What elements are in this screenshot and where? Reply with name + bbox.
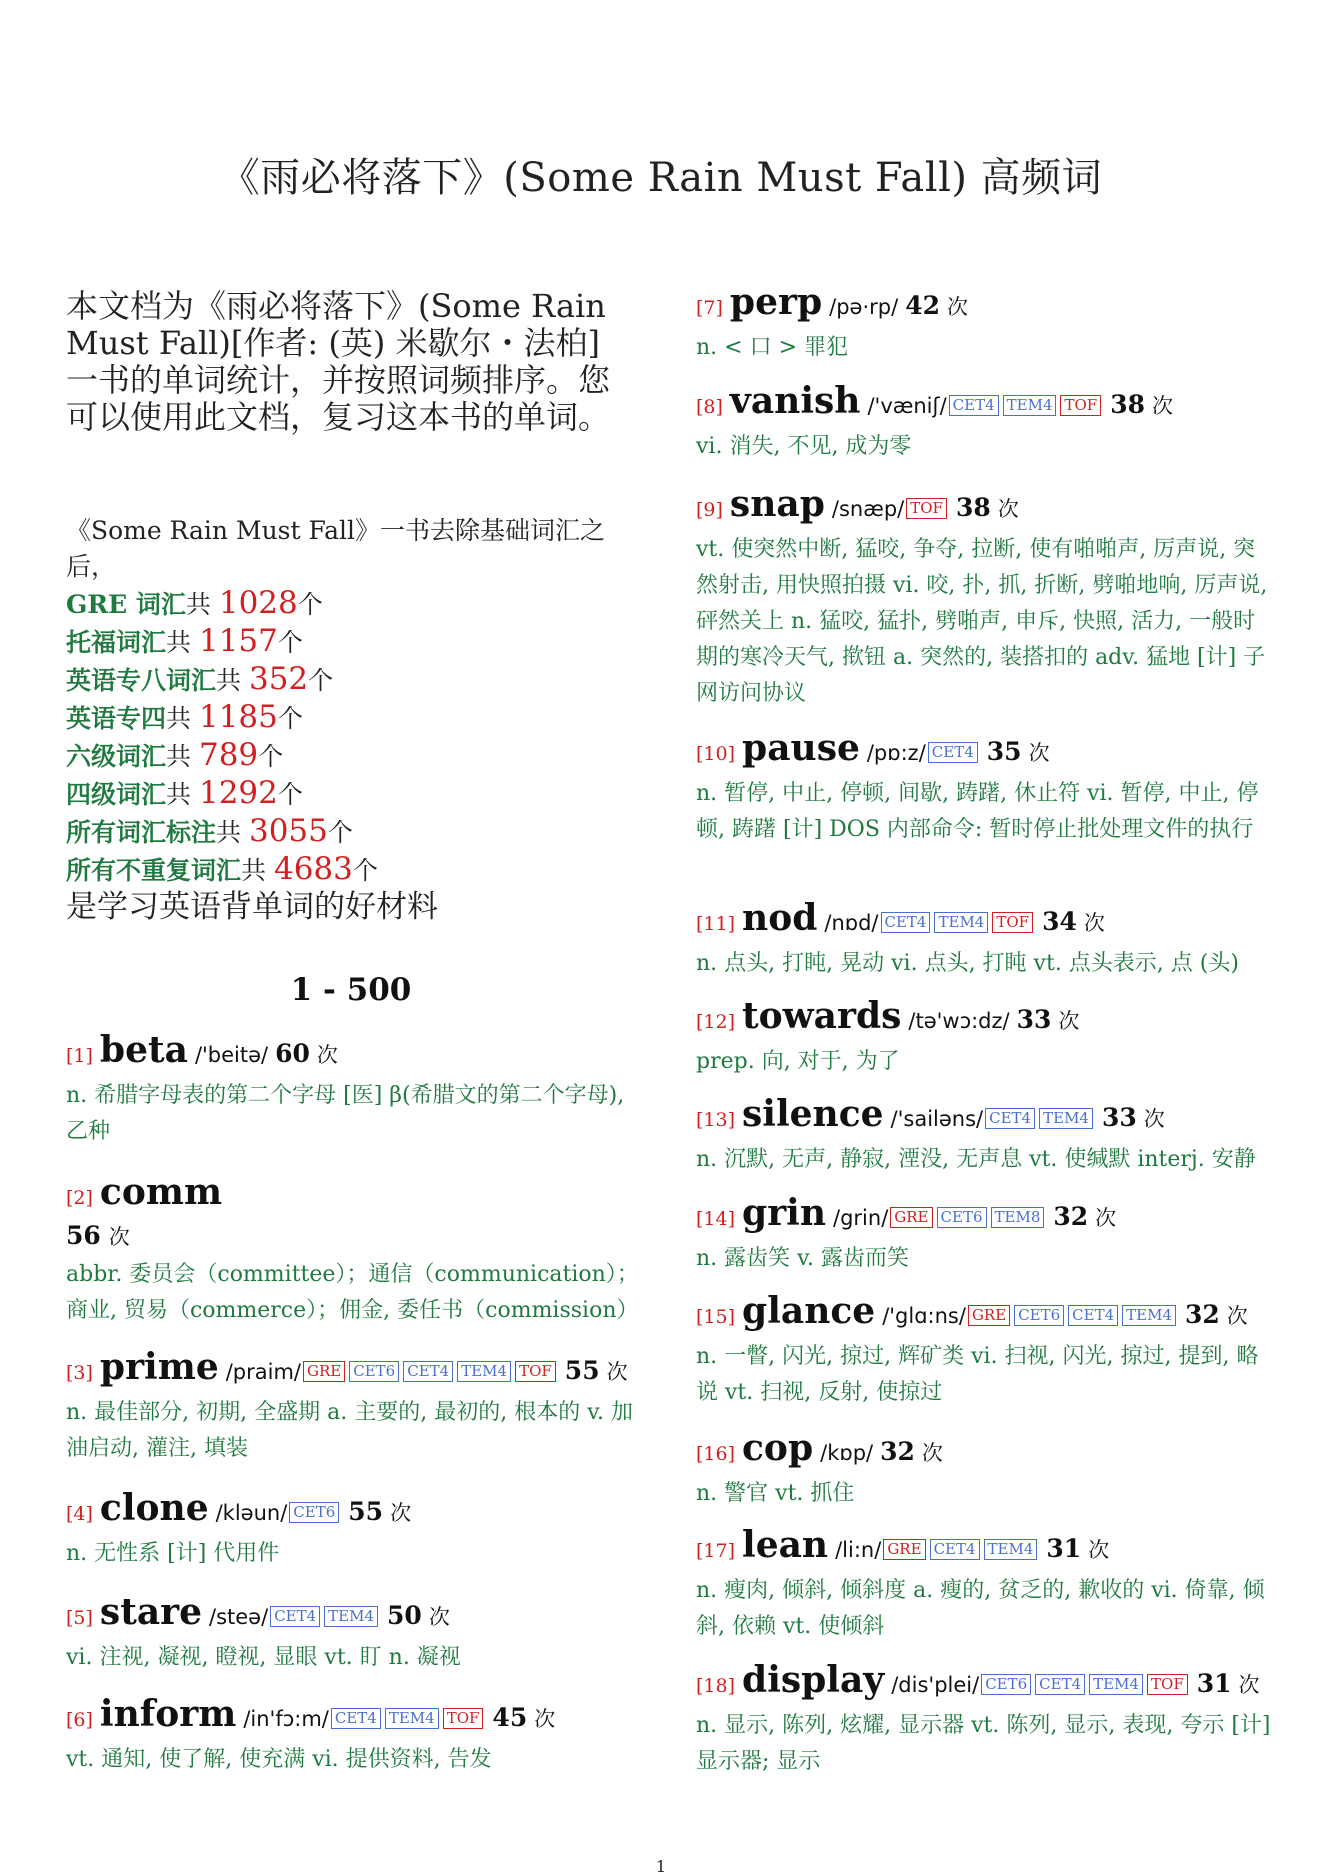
exam-tag: TEM4	[1122, 1305, 1176, 1326]
entry-phonetic: /in'fɔ:m/	[243, 1707, 329, 1731]
entry-frequency: 31	[1046, 1534, 1082, 1563]
exam-tag: CET6	[937, 1207, 987, 1228]
entry-head	[696, 996, 1276, 1042]
entry-index: [12]	[696, 1011, 736, 1033]
entry-definition: n. 一瞥, 闪光, 掠过, 辉矿类 vi. 扫视, 闪光, 掠过, 提到, 略说 vt. 扫视, 反射, 使掠过	[696, 1344, 1259, 1405]
entry-phonetic: /snæp/	[831, 497, 905, 521]
exam-tag: TEM4	[984, 1539, 1038, 1560]
word-entry	[66, 1694, 646, 1778]
entry-index: [17]	[696, 1540, 736, 1562]
stats-line: GRE 词汇共 1028个	[66, 585, 323, 621]
stats-label: 所有不重复词汇	[66, 856, 242, 885]
entry-frequency-unit: 次	[1088, 1538, 1110, 1562]
stats-count: 4683	[273, 851, 353, 887]
entry-index: [10]	[696, 743, 736, 765]
entry-word: clone	[99, 1487, 209, 1529]
stats-line: 所有不重复词汇共 4683个	[66, 851, 378, 887]
word-entry	[696, 484, 1276, 712]
entry-frequency-unit: 次	[1095, 1206, 1117, 1230]
exam-tag: GRE	[303, 1361, 345, 1382]
entry-head	[696, 282, 1276, 328]
word-entry	[696, 1094, 1276, 1178]
stats-count: 3055	[248, 813, 328, 849]
exam-tag: CET4	[403, 1361, 453, 1382]
page-title: 《雨必将落下》(Some Rain Must Fall) 高频词	[219, 155, 1103, 201]
entry-head	[696, 1193, 1276, 1239]
entry-frequency-unit: 次	[997, 497, 1019, 521]
word-entry	[696, 381, 1276, 465]
exam-tag: CET4	[928, 742, 978, 763]
entry-frequency: 60	[275, 1039, 310, 1068]
entry-word: prime	[99, 1346, 219, 1388]
stats-count: 1157	[198, 623, 278, 659]
word-entry	[66, 1592, 646, 1676]
entry-frequency-unit: 次	[606, 1360, 628, 1384]
entry-index: [2]	[66, 1187, 93, 1209]
entry-phonetic: /'sailəns/	[890, 1107, 984, 1131]
word-entry	[696, 996, 1276, 1080]
exam-tag: CET4	[881, 912, 931, 933]
stats-label: 英语专八词汇	[66, 666, 217, 695]
entry-phonetic: /tə'wɔ:dz/	[908, 1009, 1010, 1033]
entry-head	[66, 1030, 646, 1076]
exam-tag: TOF	[1060, 395, 1101, 416]
entry-frequency-unit: 次	[1143, 1107, 1165, 1131]
stats-label: GRE 词汇	[66, 590, 186, 619]
entry-head	[696, 1525, 1276, 1571]
entry-frequency-unit: 次	[534, 1707, 556, 1731]
entry-frequency: 38	[955, 493, 991, 522]
entry-definition: n. 沉默, 无声, 静寂, 湮没, 无声息 vt. 使缄默 interj. 安静	[696, 1147, 1256, 1172]
entry-word: nod	[742, 897, 818, 939]
entry-frequency: 38	[1110, 390, 1145, 419]
exam-tag: TOF	[992, 912, 1033, 933]
entry-frequency: 32	[880, 1437, 915, 1466]
exam-tag: TOF	[515, 1361, 556, 1382]
exam-tag: TOF	[1147, 1674, 1188, 1695]
page-number: 1	[655, 1857, 667, 1876]
stats-count: 789	[198, 737, 259, 773]
exam-tag: CET6	[1014, 1305, 1064, 1326]
entry-definition: vt. 使突然中断, 猛咬, 争夺, 拉断, 使有啪啪声, 厉声说, 突然射击, 用快照拍摄 vi. 咬, 扑, 抓, 折断, 劈啪地响, 厉声说, 砰然关上 n. 猛咬, 猛扑, 劈啪声, 申斥, 快照, 活力, 一般时期的寒冷天气, 揿钮 a. 突然的, 装搭扣的 adv. 猛地 [计] 子网访问协议	[696, 537, 1268, 706]
entry-frequency-line	[66, 1218, 646, 1255]
entry-head	[696, 484, 1276, 530]
stats-count: 1028	[218, 585, 298, 621]
entry-index: [8]	[696, 396, 723, 418]
stats-line: 四级词汇共 1292个	[66, 775, 303, 811]
entry-frequency: 32	[1053, 1202, 1089, 1231]
exam-tag: CET4	[985, 1108, 1035, 1129]
entry-index: [6]	[66, 1709, 93, 1731]
word-entry	[696, 282, 1276, 366]
entry-definition: n. 最佳部分, 初期, 全盛期 a. 主要的, 最初的, 根本的 v. 加油启动, 灌注, 填装	[66, 1400, 633, 1461]
exam-tag: TEM4	[324, 1606, 378, 1627]
entry-head	[66, 1488, 646, 1534]
exam-tag: GRE	[890, 1207, 932, 1228]
entry-phonetic: /li:n/	[835, 1538, 882, 1562]
entry-word: towards	[742, 995, 902, 1037]
entry-word: grin	[742, 1192, 827, 1234]
entry-index: [1]	[66, 1045, 93, 1067]
stats-label: 英语专四	[66, 704, 167, 733]
entry-word: comm	[99, 1171, 223, 1213]
entry-head	[66, 1347, 646, 1393]
word-entry	[696, 1660, 1276, 1780]
word-entry	[696, 898, 1276, 982]
word-entry	[66, 1172, 646, 1329]
stats-label: 所有词汇标注	[66, 818, 217, 847]
entry-frequency: 35	[986, 737, 1022, 766]
entry-head	[66, 1694, 646, 1740]
exam-tag: CET6	[349, 1361, 399, 1382]
entry-frequency: 33	[1101, 1103, 1137, 1132]
entry-frequency-unit: 次	[390, 1501, 412, 1525]
entry-frequency-unit: 次	[108, 1225, 130, 1249]
exam-tag: TEM4	[385, 1708, 439, 1729]
entry-word: stare	[99, 1591, 203, 1633]
entry-phonetic: /steə/	[209, 1605, 269, 1629]
entry-phonetic: /kɒp/	[820, 1441, 874, 1465]
entry-head	[696, 1291, 1276, 1337]
entry-head	[696, 898, 1276, 944]
stats-label: 六级词汇	[66, 742, 167, 771]
entry-index: [9]	[696, 499, 723, 521]
entry-frequency-unit: 次	[316, 1043, 338, 1067]
word-entry	[66, 1030, 646, 1150]
entry-frequency-unit: 次	[946, 295, 968, 319]
entry-index: [18]	[696, 1675, 736, 1697]
entry-definition: n. 警官 vt. 抓住	[696, 1481, 855, 1506]
entry-word: cop	[742, 1427, 814, 1469]
entry-phonetic: /'glɑ:ns/	[882, 1304, 966, 1328]
entry-word: pause	[742, 727, 860, 769]
stats-line: 六级词汇共 789个	[66, 737, 284, 773]
exam-tag: CET4	[949, 395, 999, 416]
word-entry	[696, 728, 1276, 848]
exam-tag: GRE	[968, 1305, 1010, 1326]
exam-tag: CET4	[1035, 1674, 1085, 1695]
entry-frequency: 42	[905, 291, 940, 320]
entry-definition: n. 点头, 打盹, 晃动 vi. 点头, 打盹 vt. 点头表示, 点 (头)	[696, 951, 1239, 976]
entry-definition: vi. 消失, 不见, 成为零	[696, 434, 912, 459]
stats-count: 352	[248, 661, 309, 697]
entry-word: lean	[742, 1524, 829, 1566]
exam-tag: TEM8	[991, 1207, 1045, 1228]
entry-definition: n. 暂停, 中止, 停顿, 间歇, 踌躇, 休止符 vi. 暂停, 中止, 停顿, 踌躇 [计] DOS 内部命令: 暂时停止批处理文件的执行	[696, 781, 1259, 842]
stats-line: 托福词汇共 1157个	[66, 623, 303, 659]
exam-tag: TEM4	[1089, 1674, 1143, 1695]
stats-closing: 是学习英语背单词的好材料	[66, 889, 438, 925]
entry-frequency-unit: 次	[921, 1441, 943, 1465]
stats-label: 托福词汇	[66, 628, 167, 657]
entry-word: glance	[742, 1290, 876, 1332]
entry-frequency: 56	[66, 1221, 101, 1250]
entry-word: perp	[729, 281, 823, 323]
exam-tag: TEM4	[934, 912, 988, 933]
exam-tag: TOF	[906, 498, 947, 519]
entry-phonetic: /nɒd/	[824, 911, 879, 935]
entry-word: beta	[99, 1029, 188, 1071]
entry-phonetic: /kləun/	[215, 1501, 288, 1525]
entry-frequency: 50	[387, 1601, 422, 1630]
stats-line: 英语专八词汇共 352个	[66, 661, 334, 697]
entry-phonetic: /dis'plei/	[891, 1673, 980, 1697]
entry-head	[696, 1660, 1276, 1706]
stats-label: 四级词汇	[66, 780, 167, 809]
entry-definition: abbr. 委员会（committee）；通信（communication）；商业, 贸易（commerce）；佣金, 委任书（commission）	[66, 1262, 639, 1323]
entry-index: [13]	[696, 1109, 736, 1131]
entry-phonetic: /praim/	[225, 1360, 302, 1384]
stats-line: 所有词汇标注共 3055个	[66, 813, 353, 849]
exam-tag: CET4	[270, 1606, 320, 1627]
range-heading: 1 - 500	[290, 972, 412, 1008]
entry-index: [15]	[696, 1306, 736, 1328]
entry-frequency: 45	[492, 1703, 528, 1732]
entry-frequency-unit: 次	[1083, 911, 1105, 935]
entry-frequency: 33	[1016, 1005, 1052, 1034]
word-entry	[696, 1291, 1276, 1411]
entry-definition: n. 瘦肉, 倾斜, 倾斜度 a. 瘦的, 贫乏的, 歉收的 vi. 倚靠, 倾斜, 依赖 vt. 使倾斜	[696, 1578, 1265, 1639]
word-entry	[696, 1525, 1276, 1645]
entry-frequency: 55	[348, 1497, 384, 1526]
entry-definition: prep. 向, 对于, 为了	[696, 1049, 900, 1074]
entry-index: [7]	[696, 297, 723, 319]
entry-word: inform	[99, 1693, 237, 1735]
stats-block	[66, 513, 646, 925]
exam-tag: CET4	[1068, 1305, 1118, 1326]
entry-word: display	[742, 1659, 885, 1701]
entry-head	[66, 1172, 646, 1218]
word-entry	[696, 1193, 1276, 1277]
entry-definition: vt. 通知, 使了解, 使充满 vi. 提供资料, 告发	[66, 1747, 492, 1772]
exam-tag: CET6	[289, 1502, 339, 1523]
entry-frequency-unit: 次	[428, 1605, 450, 1629]
entry-index: [5]	[66, 1607, 93, 1629]
exam-tag: TEM4	[457, 1361, 511, 1382]
entry-definition: vi. 注视, 凝视, 瞪视, 显眼 vt. 盯 n. 凝视	[66, 1645, 461, 1670]
intro-paragraph: 本文档为《雨必将落下》(Some Rain Must Fall)[作者: (英) 米歇尔・法柏] 一书的单词统计，并按照词频排序。您可以使用此文档，复习这本书的单词。	[66, 287, 611, 436]
entry-definition: n. 显示, 陈列, 炫耀, 显示器 vt. 陈列, 显示, 表现, 夸示 [计] 显示器; 显示	[696, 1713, 1271, 1774]
exam-tag: TEM4	[1003, 395, 1057, 416]
exam-tag: TOF	[443, 1708, 484, 1729]
entry-frequency: 55	[564, 1356, 600, 1385]
entry-frequency-unit: 次	[1058, 1009, 1080, 1033]
entry-frequency: 34	[1042, 907, 1077, 936]
exam-tag: CET4	[930, 1539, 980, 1560]
entry-head	[696, 381, 1276, 427]
entry-head	[696, 1428, 1276, 1474]
stats-line: 英语专四共 1185个	[66, 699, 303, 735]
stats-count: 1185	[198, 699, 278, 735]
exam-tag: TEM4	[1039, 1108, 1093, 1129]
entry-frequency-unit: 次	[1028, 741, 1050, 765]
exam-tag: GRE	[883, 1539, 925, 1560]
entry-word: snap	[729, 483, 825, 525]
entry-word: vanish	[729, 380, 861, 422]
entry-index: [14]	[696, 1208, 736, 1230]
entry-definition: n. 希腊字母表的第二个字母 [医] β(希腊文的第二个字母), 乙种	[66, 1083, 625, 1144]
exam-tag: CET6	[981, 1674, 1031, 1695]
entry-frequency-unit: 次	[1226, 1304, 1248, 1328]
entry-index: [3]	[66, 1362, 93, 1384]
stats-count: 1292	[198, 775, 278, 811]
word-entry	[66, 1347, 646, 1467]
entry-phonetic: /'væniʃ/	[867, 394, 947, 418]
stats-lead: 《Some Rain Must Fall》一书去除基础词汇之后，	[66, 516, 606, 581]
entry-head	[696, 728, 1276, 774]
entry-phonetic: /pɒ:z/	[866, 741, 926, 765]
entry-phonetic: /grin/	[833, 1206, 889, 1230]
entry-head	[696, 1094, 1276, 1140]
entry-frequency: 32	[1185, 1300, 1220, 1329]
entry-frequency-unit: 次	[1152, 394, 1173, 418]
word-entry	[66, 1488, 646, 1572]
entry-definition: n. < 口 > 罪犯	[696, 335, 849, 360]
entry-definition: n. 无性系 [计] 代用件	[66, 1541, 280, 1566]
entry-definition: n. 露齿笑 v. 露齿而笑	[696, 1246, 909, 1271]
entry-index: [16]	[696, 1443, 736, 1465]
entry-frequency: 31	[1196, 1669, 1232, 1698]
entry-phonetic: /pə·rp/	[829, 295, 899, 319]
entry-index: [11]	[696, 913, 736, 935]
entry-index: [4]	[66, 1503, 93, 1525]
entry-phonetic: /'beitə/	[194, 1043, 269, 1067]
entry-head	[66, 1592, 646, 1638]
entry-word: silence	[742, 1093, 884, 1135]
entry-frequency-unit: 次	[1238, 1673, 1260, 1697]
exam-tag: CET4	[331, 1708, 381, 1729]
word-entry	[696, 1428, 1276, 1512]
